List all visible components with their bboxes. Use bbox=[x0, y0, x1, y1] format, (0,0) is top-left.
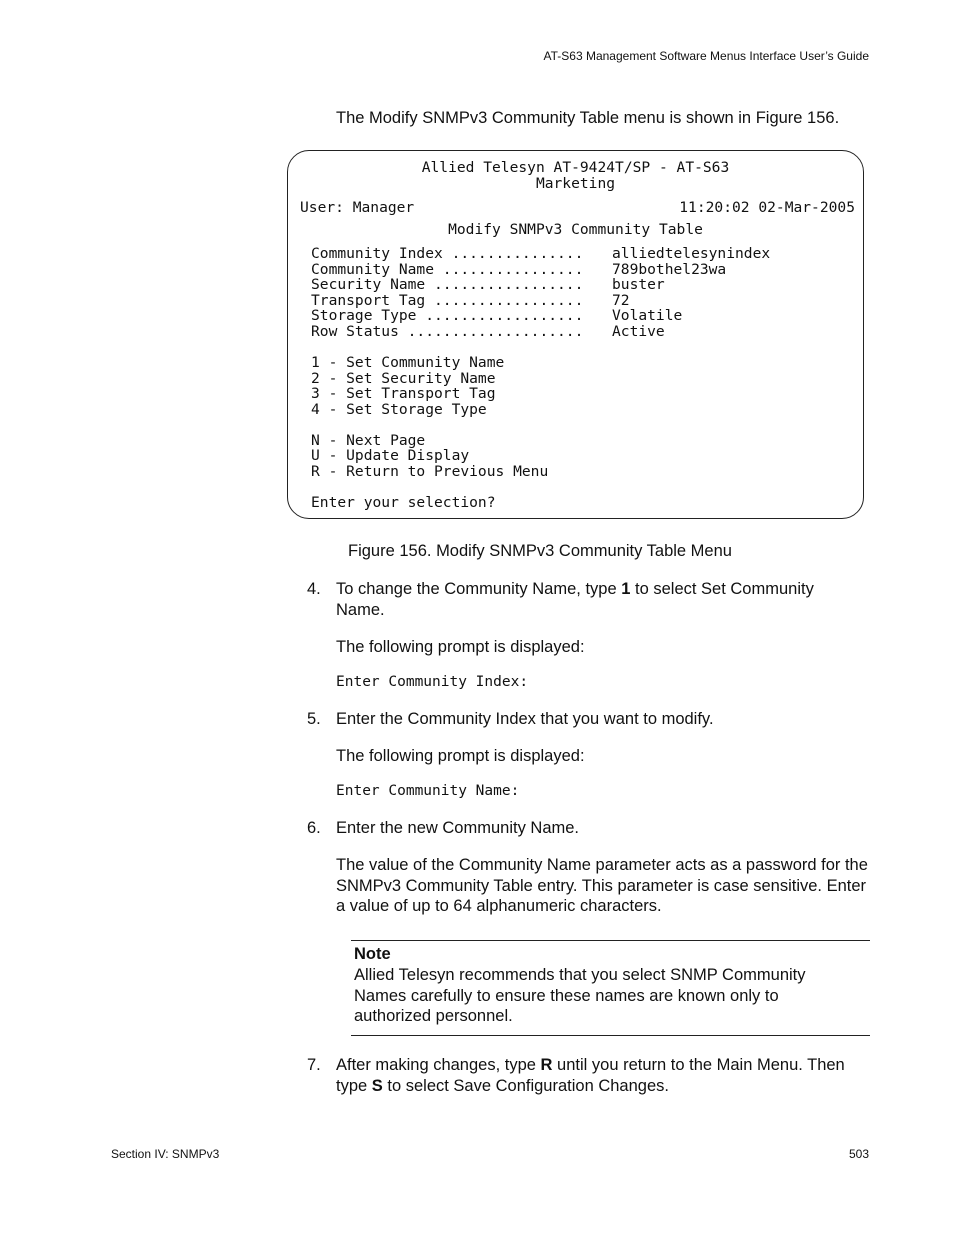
step-4-text: To change the Community Name, type 1 to select Set Community Name. bbox=[336, 580, 814, 619]
figure-caption: Figure 156. Modify SNMPv3 Community Table Menu bbox=[348, 542, 732, 560]
field-value: 72 bbox=[612, 292, 630, 309]
step-6-paragraph: The value of the Community Name parameter acts as a password for the SNMPv3 Community Table entry. This parameter is case sensitive. Enter a value of up to 64 alphanumeric characters. bbox=[336, 856, 868, 915]
field-label: Transport Tag ................. bbox=[311, 292, 584, 309]
menu-option: 4 - Set Storage Type bbox=[311, 401, 487, 418]
step-4-code: Enter Community Index: bbox=[336, 674, 529, 690]
field-value: Active bbox=[612, 323, 665, 340]
field-value: Volatile bbox=[612, 307, 683, 324]
step-number: 6. bbox=[307, 819, 321, 837]
step-5-text: Enter the Community Index that you want to modify. bbox=[336, 710, 714, 728]
terminal-title: Allied Telesyn AT-9424T/SP - AT-S63 bbox=[421, 159, 730, 176]
field-label: Community Name ................ bbox=[311, 261, 584, 278]
nav-option: N - Next Page bbox=[311, 432, 426, 449]
note-heading: Note bbox=[354, 945, 391, 963]
step-number: 4. bbox=[307, 580, 321, 598]
menu-option: 3 - Set Transport Tag bbox=[311, 385, 496, 402]
terminal-prompt: Enter your selection? bbox=[311, 494, 496, 511]
note-body: Allied Telesyn recommends that you select SNMP Community Names carefully to ensure these names are known only to authorized personnel. bbox=[354, 966, 806, 1025]
nav-option: R - Return to Previous Menu bbox=[311, 463, 549, 480]
step-5-followup: The following prompt is displayed: bbox=[336, 747, 585, 765]
note-box bbox=[351, 940, 870, 1036]
step-7-text: After making changes, type R until you return to the Main Menu. Then type S to select Save Configuration Changes. bbox=[336, 1056, 845, 1095]
field-label: Row Status .................... bbox=[311, 323, 584, 340]
menu-option: 1 - Set Community Name bbox=[311, 354, 505, 371]
field-label: Storage Type .................. bbox=[311, 307, 584, 324]
terminal-menu-title: Modify SNMPv3 Community Table bbox=[448, 221, 703, 238]
field-value: alliedtelesynindex bbox=[612, 245, 771, 262]
menu-option: 2 - Set Security Name bbox=[311, 370, 496, 387]
terminal-datetime: 11:20:02 02-Mar-2005 bbox=[679, 199, 855, 216]
intro-paragraph: The Modify SNMPv3 Community Table menu is shown in Figure 156. bbox=[336, 109, 840, 127]
terminal-subtitle: Marketing bbox=[535, 175, 616, 192]
step-6-text: Enter the new Community Name. bbox=[336, 819, 580, 837]
step-number: 5. bbox=[307, 710, 321, 728]
terminal-user: User: Manager bbox=[300, 199, 415, 216]
field-value: 789bothel23wa bbox=[612, 261, 727, 278]
running-header: AT-S63 Management Software Menus Interface User’s Guide bbox=[543, 49, 869, 63]
field-value: buster bbox=[612, 276, 665, 293]
footer-section: Section IV: SNMPv3 bbox=[111, 1147, 220, 1161]
field-label: Security Name ................. bbox=[311, 276, 584, 293]
terminal-screen bbox=[287, 150, 864, 519]
field-label: Community Index ............... bbox=[311, 245, 584, 262]
nav-option: U - Update Display bbox=[311, 447, 470, 464]
footer-page-number: 503 bbox=[848, 1147, 869, 1161]
step-4-followup: The following prompt is displayed: bbox=[336, 638, 585, 656]
step-number: 7. bbox=[307, 1056, 321, 1074]
step-5-code: Enter Community Name: bbox=[336, 783, 520, 799]
